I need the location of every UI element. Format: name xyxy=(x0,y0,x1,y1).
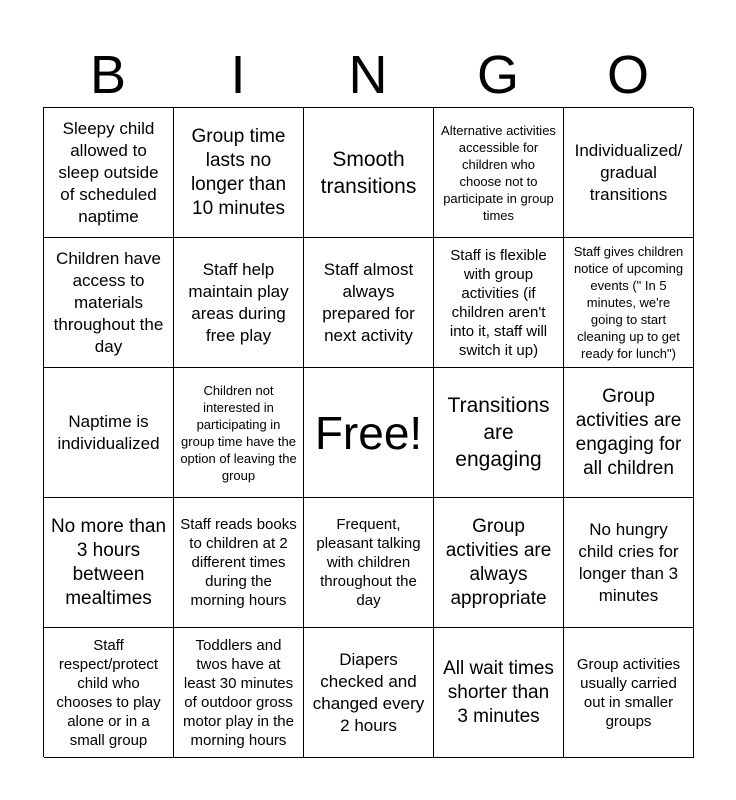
bingo-cell-r4c2[interactable] xyxy=(174,498,304,628)
bingo-cell-r4c3[interactable] xyxy=(304,498,434,628)
bingo-cell-text: Children not interested in participating in group time have the option of leaving the group xyxy=(180,382,297,483)
bingo-cell-r4c5[interactable] xyxy=(564,498,694,628)
bingo-header xyxy=(43,44,693,106)
bingo-cell-r5c4[interactable] xyxy=(434,628,564,758)
bingo-cell-text: Group activities usually carried out in smaller groups xyxy=(576,655,681,730)
bingo-cell-text: Children have access to materials throughout the day xyxy=(53,248,164,356)
bingo-cell-r5c5[interactable] xyxy=(564,628,694,758)
bingo-cell-r1c1[interactable] xyxy=(44,108,174,238)
bingo-cell-text: Diapers checked and changed every 2 hours xyxy=(312,649,425,735)
bingo-cell-text: No more than 3 hours between mealtimes xyxy=(50,515,167,609)
bingo-cell-r2c3[interactable] xyxy=(304,238,434,368)
bingo-cell-text: Naptime is individualized xyxy=(57,411,160,453)
bingo-cell-r2c5[interactable] xyxy=(564,238,694,368)
bingo-cell-r2c4[interactable] xyxy=(434,238,564,368)
bingo-cell-r3c2[interactable] xyxy=(174,368,304,498)
bingo-cell-text: Free! xyxy=(314,406,423,459)
bingo-cell-r2c1[interactable] xyxy=(44,238,174,368)
bingo-cell-r5c1[interactable] xyxy=(44,628,174,758)
bingo-cell-r3c5[interactable] xyxy=(564,368,694,498)
bingo-cell-text: Staff is flexible with group activities (if children aren't into it, staff will switch it up) xyxy=(449,246,548,359)
bingo-cell-text: Group activities are engaging for all children xyxy=(575,385,682,479)
bingo-cell-text: Alternative activities accessible for children who choose not to participate in group times xyxy=(441,122,556,223)
bingo-cell-r4c1[interactable] xyxy=(44,498,174,628)
header-letter-g: G xyxy=(476,45,519,105)
bingo-card-grid xyxy=(43,107,693,757)
bingo-cell-text: Staff almost always prepared for next activity xyxy=(322,259,415,345)
header-letter-i: I xyxy=(230,45,246,105)
bingo-cell-r3c4[interactable] xyxy=(434,368,564,498)
bingo-cell-text: Smooth transitions xyxy=(320,147,417,198)
bingo-cell-text: Staff respect/protect child who chooses to play alone or in a small group xyxy=(56,636,161,749)
bingo-cell-text: Staff gives children notice of upcoming events (" In 5 minutes, we're going to start cleaning up to get ready for lunch") xyxy=(573,244,684,361)
bingo-cell-text: All wait times shorter than 3 minutes xyxy=(443,657,554,727)
bingo-cell-r1c3[interactable] xyxy=(304,108,434,238)
header-letter-n: N xyxy=(348,45,388,105)
bingo-cell-text: Toddlers and twos have at least 30 minutes of outdoor gross motor play in the morning hours xyxy=(183,636,294,749)
bingo-cell-r1c2[interactable] xyxy=(174,108,304,238)
bingo-cell-r5c3[interactable] xyxy=(304,628,434,758)
bingo-cell-text: No hungry child cries for longer than 3 minutes xyxy=(578,519,679,605)
bingo-cell-text: Individualized/ gradual transitions xyxy=(574,140,683,204)
bingo-cell-text: Frequent, pleasant talking with children throughout the day xyxy=(316,516,421,609)
bingo-cell-free[interactable] xyxy=(304,368,434,498)
bingo-cell-text: Sleepy child allowed to sleep outside of scheduled naptime xyxy=(58,118,159,226)
bingo-cell-r4c4[interactable] xyxy=(434,498,564,628)
header-letter-o: O xyxy=(606,45,649,105)
bingo-cell-text: Staff help maintain play areas during free play xyxy=(188,259,289,345)
bingo-cell-text: Group activities are always appropriate xyxy=(445,515,552,609)
bingo-cell-text: Group time lasts no longer than 10 minutes xyxy=(190,125,287,219)
bingo-cell-text: Staff reads books to children at 2 different times during the morning hours xyxy=(180,516,297,609)
bingo-cell-r5c2[interactable] xyxy=(174,628,304,758)
bingo-cell-r3c1[interactable] xyxy=(44,368,174,498)
bingo-cell-r1c5[interactable] xyxy=(564,108,694,238)
bingo-cell-text: Transitions are engaging xyxy=(447,394,550,471)
header-letter-b: B xyxy=(89,45,127,105)
bingo-cell-r1c4[interactable] xyxy=(434,108,564,238)
bingo-cell-r2c2[interactable] xyxy=(174,238,304,368)
